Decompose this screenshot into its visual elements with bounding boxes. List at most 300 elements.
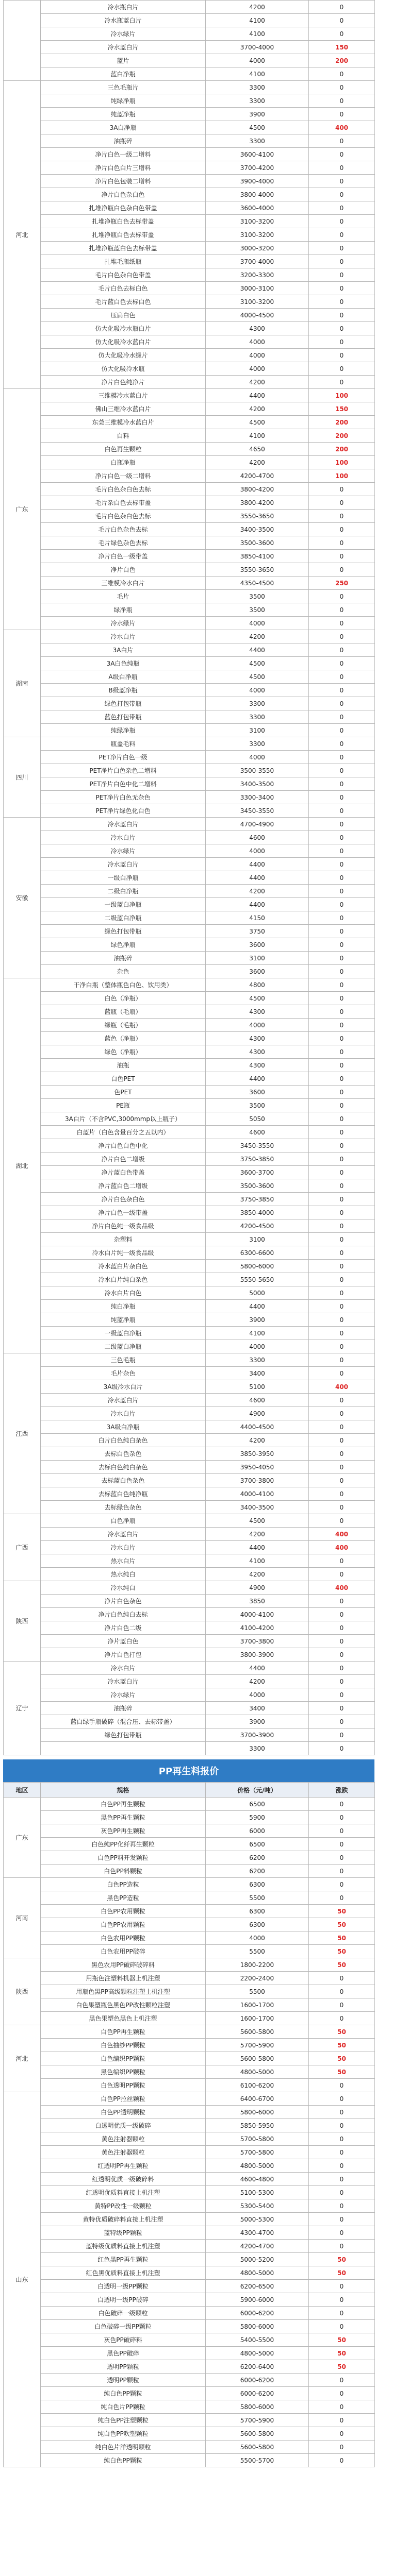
change-cell: 0 <box>309 1045 375 1059</box>
spec-cell: 白蓝片（白色含量百分之五以内） <box>41 1126 206 1139</box>
change-cell: 0 <box>309 1798 375 1811</box>
table-row <box>4 1219 375 1233</box>
price-cell: 3850 <box>206 1595 309 1608</box>
table-row <box>4 1 375 14</box>
spec-cell: 净片白色二增级 <box>41 1153 206 1166</box>
table-row <box>4 94 375 108</box>
table-row <box>4 952 375 965</box>
price-cell: 3550-3650 <box>206 563 309 577</box>
spec-cell: 3A白净瓶 <box>41 121 206 134</box>
spec-cell: PE瓶 <box>41 1099 206 1112</box>
table-row <box>4 1891 375 1905</box>
spec-cell: 红色黑PP再生颗粒 <box>41 2253 206 2266</box>
change-cell: 100 <box>309 469 375 483</box>
price-cell: 3300 <box>206 81 309 94</box>
table-row <box>4 2307 375 2320</box>
price-cell: 4000 <box>206 335 309 349</box>
change-cell: 0 <box>309 804 375 818</box>
spec-cell: 毛片 <box>41 590 206 603</box>
table-row <box>4 2079 375 2092</box>
table-row <box>4 201 375 215</box>
table-row <box>4 1447 375 1461</box>
table-row <box>4 2146 375 2159</box>
price-cell: 5000-5200 <box>206 2253 309 2266</box>
spec-cell: 白色PP拉丝颗粒 <box>41 2092 206 2106</box>
spec-cell: 蓝色（净瓶） <box>41 1032 206 1045</box>
change-cell: 0 <box>309 1608 375 1621</box>
price-cell: 6300 <box>206 1905 309 1918</box>
price-cell: 3950-4050 <box>206 1461 309 1474</box>
spec-cell: 冷水白片 <box>41 630 206 643</box>
table-row <box>4 416 375 429</box>
table-row <box>4 2052 375 2065</box>
price-cell: 6300 <box>206 1918 309 1931</box>
table-row <box>4 1501 375 1514</box>
change-cell: 0 <box>309 710 375 724</box>
spec-cell: 黄特PP改性一级颗粒 <box>41 2199 206 2213</box>
change-cell: 0 <box>309 1233 375 1246</box>
price-cell: 5700-5900 <box>206 2414 309 2427</box>
spec-cell: 三色毛瓶片 <box>41 81 206 94</box>
table-row <box>4 2414 375 2427</box>
change-cell: 0 <box>309 1005 375 1019</box>
spec-cell: 白色透明PP颗粒 <box>41 2079 206 2092</box>
change-cell: 0 <box>309 925 375 938</box>
change-cell: 0 <box>309 898 375 911</box>
table-row <box>4 657 375 670</box>
change-cell: 0 <box>309 496 375 510</box>
change-cell: 0 <box>309 2173 375 2186</box>
spec-cell: A级白净瓶 <box>41 670 206 684</box>
pp-header-row <box>4 1783 375 1798</box>
spec-cell: 毛片杂白色去标带盖 <box>41 496 206 510</box>
table-row <box>4 1394 375 1407</box>
region-cell: 河南 <box>4 1878 41 1958</box>
spec-cell: 冷水白片白色 <box>41 1286 206 1300</box>
change-cell: 50 <box>309 2253 375 2266</box>
change-cell: 0 <box>309 2400 375 2414</box>
spec-cell: 黑色PP造粒 <box>41 1891 206 1905</box>
spec-cell: 扎堆净瓶白色去标带盖 <box>41 215 206 228</box>
price-cell: 4800-5000 <box>206 2159 309 2173</box>
table-row <box>4 2106 375 2119</box>
change-cell: 0 <box>309 1824 375 1838</box>
spec-cell: 毛片白色杂色去标 <box>41 523 206 536</box>
change-cell: 0 <box>309 1394 375 1407</box>
price-cell: 4400 <box>206 643 309 657</box>
change-cell: 0 <box>309 1300 375 1313</box>
table-row <box>4 1865 375 1878</box>
table-row <box>4 362 375 376</box>
price-cell: 3400-3500 <box>206 777 309 791</box>
price-cell: 4200 <box>206 1434 309 1447</box>
spec-cell: 绿净瓶 <box>41 603 206 617</box>
table-row <box>4 1648 375 1662</box>
table-row <box>4 1474 375 1487</box>
spec-cell: 净片白色白片三增料 <box>41 161 206 175</box>
change-cell: 0 <box>309 791 375 804</box>
price-cell: 3700-3800 <box>206 1635 309 1648</box>
spec-cell: 白色纯PP化纤再生颗粒 <box>41 1838 206 1851</box>
price-cell: 4000-4100 <box>206 1608 309 1621</box>
change-cell: 0 <box>309 2240 375 2253</box>
change-cell: 0 <box>309 2387 375 2400</box>
change-cell: 0 <box>309 282 375 295</box>
spec-cell: 去标绿色杂色 <box>41 1501 206 1514</box>
price-cell: 1600-1700 <box>206 1998 309 2012</box>
price-cell: 5600-5800 <box>206 2025 309 2039</box>
table-row <box>4 2253 375 2266</box>
spec-cell: 冷水绿片 <box>41 844 206 858</box>
spec-cell <box>41 1742 206 1755</box>
spec-cell: 纯绿净瓶 <box>41 724 206 737</box>
price-cell: 3300 <box>206 697 309 710</box>
spec-cell: 纯白净瓶 <box>41 1300 206 1313</box>
spec-cell: 油瓶 <box>41 1059 206 1072</box>
table-row <box>4 242 375 255</box>
price-cell: 5800-6000 <box>206 2320 309 2333</box>
table-row <box>4 389 375 402</box>
region-cell: 广东 <box>4 389 41 630</box>
change-cell: 0 <box>309 670 375 684</box>
change-cell: 0 <box>309 1838 375 1851</box>
table-row <box>4 992 375 1005</box>
spec-cell: 纯绿净瓶 <box>41 94 206 108</box>
change-cell: 0 <box>309 2106 375 2119</box>
spec-cell: 绿色净瓶 <box>41 938 206 952</box>
spec-cell: 蓝特级优质料直接上机注塑 <box>41 2240 206 2253</box>
table-row <box>4 710 375 724</box>
price-cell: 3100-3200 <box>206 228 309 242</box>
change-cell: 0 <box>309 1621 375 1635</box>
change-cell: 0 <box>309 590 375 603</box>
table-row <box>4 1461 375 1474</box>
spec-cell: 冷水白片纯白杂色 <box>41 1273 206 1286</box>
table-row <box>4 1045 375 1059</box>
table-row <box>4 402 375 416</box>
pe-price-table <box>3 0 375 1755</box>
price-cell: 3750-3850 <box>206 1153 309 1166</box>
change-cell: 0 <box>309 1086 375 1099</box>
change-cell: 0 <box>309 858 375 871</box>
table-row <box>4 1233 375 1246</box>
spec-cell: 油瓶碎 <box>41 1702 206 1715</box>
spec-cell: 扎堆净瓶白色去标带盖 <box>41 228 206 242</box>
change-cell: 0 <box>309 1273 375 1286</box>
table-row <box>4 121 375 134</box>
spec-cell: 红透明优质料直接上机注塑 <box>41 2186 206 2199</box>
table-row <box>4 1635 375 1648</box>
table-row <box>4 1621 375 1635</box>
price-cell: 3300 <box>206 94 309 108</box>
table-row <box>4 1688 375 1702</box>
price-cell: 5500-5700 <box>206 2454 309 2467</box>
change-cell: 50 <box>309 2347 375 2360</box>
price-cell: 5500 <box>206 1985 309 1998</box>
table-row <box>4 643 375 657</box>
region-cell: 江西 <box>4 1353 41 1514</box>
region-cell <box>4 1 41 81</box>
price-cell: 4000 <box>206 1340 309 1353</box>
spec-cell: 白透明一级PP破碎 <box>41 2293 206 2307</box>
change-cell: 0 <box>309 1434 375 1447</box>
price-cell: 3300-3400 <box>206 791 309 804</box>
spec-cell: 蓝白绿手瓶破碎（混合压、去标带盖） <box>41 1715 206 1728</box>
table-row <box>4 1112 375 1126</box>
change-cell: 0 <box>309 911 375 925</box>
spec-cell: 冷水白片 <box>41 831 206 844</box>
price-cell: 3200-3300 <box>206 268 309 282</box>
table-row <box>4 550 375 563</box>
change-cell: 0 <box>309 1811 375 1824</box>
change-cell: 0 <box>309 1972 375 1985</box>
table-row <box>4 1166 375 1179</box>
price-cell: 4200-4700 <box>206 2240 309 2253</box>
change-cell: 0 <box>309 1648 375 1662</box>
spec-cell: PET净片白色中化二增料 <box>41 777 206 791</box>
price-cell: 4200 <box>206 630 309 643</box>
change-cell: 0 <box>309 2132 375 2146</box>
spec-cell: 杂色 <box>41 965 206 978</box>
table-row <box>4 1327 375 1340</box>
change-cell: 0 <box>309 2119 375 2132</box>
spec-cell: 红色黑优质料直接上机注塑 <box>41 2266 206 2280</box>
change-cell: 150 <box>309 402 375 416</box>
price-cell: 5900-6000 <box>206 2293 309 2307</box>
spec-cell: 灰色PP破碎料 <box>41 2333 206 2347</box>
spec-cell: 白色PP农用颗粒 <box>41 1918 206 1931</box>
price-cell: 5100 <box>206 1380 309 1394</box>
table-row <box>4 148 375 161</box>
table-row <box>4 1905 375 1918</box>
table-row <box>4 188 375 201</box>
price-cell: 4200 <box>206 1 309 14</box>
change-cell: 50 <box>309 2039 375 2052</box>
change-cell: 50 <box>309 1958 375 1972</box>
region-cell: 广东 <box>4 1798 41 1878</box>
spec-cell: 净片蓝白色二增级 <box>41 1179 206 1193</box>
table-row <box>4 764 375 777</box>
change-cell: 0 <box>309 1193 375 1206</box>
spec-cell: 蓝片 <box>41 54 206 67</box>
spec-cell: B级蓝净瓶 <box>41 684 206 697</box>
spec-cell: 冷水绿片 <box>41 1688 206 1702</box>
change-cell: 0 <box>309 1032 375 1045</box>
table-row <box>4 81 375 94</box>
spec-cell: 白色PP农用颗粒 <box>41 1905 206 1918</box>
table-row <box>4 1420 375 1434</box>
table-row <box>4 1380 375 1394</box>
spec-cell: 黑色PP再生颗粒 <box>41 1811 206 1824</box>
change-cell: 0 <box>309 255 375 268</box>
spec-cell: 一级白净瓶 <box>41 871 206 885</box>
table-row <box>4 818 375 831</box>
table-row <box>4 295 375 309</box>
price-cell: 4000 <box>206 54 309 67</box>
price-cell: 4200-4700 <box>206 469 309 483</box>
spec-cell: 仿大化吸冷水瓶白片 <box>41 322 206 335</box>
change-cell: 0 <box>309 1340 375 1353</box>
spec-cell: 纯白色片PP颗粒 <box>41 2400 206 2414</box>
change-cell: 0 <box>309 483 375 496</box>
spec-cell: 冷水纯白 <box>41 1581 206 1595</box>
price-cell: 3500-3600 <box>206 536 309 550</box>
table-row <box>4 108 375 121</box>
spec-cell: 油瓶碎 <box>41 952 206 965</box>
spec-cell: 净片白色一级带盖 <box>41 1206 206 1219</box>
price-cell: 3750-3850 <box>206 1193 309 1206</box>
price-cell: 3700-4200 <box>206 161 309 175</box>
change-cell: 0 <box>309 1260 375 1273</box>
change-cell: 50 <box>309 2360 375 2374</box>
price-cell: 6400-6700 <box>206 2092 309 2106</box>
table-row <box>4 1246 375 1260</box>
table-row <box>4 2387 375 2400</box>
change-cell: 0 <box>309 1206 375 1219</box>
spec-cell: 用瓶色注塑料机器上机注塑 <box>41 1972 206 1985</box>
price-cell: 4600 <box>206 1394 309 1407</box>
table-row <box>4 831 375 844</box>
price-cell: 3600 <box>206 1086 309 1099</box>
table-row <box>4 2347 375 2360</box>
price-cell: 4100 <box>206 14 309 27</box>
change-cell: 0 <box>309 1635 375 1648</box>
spec-cell: 灰色PP再生颗粒 <box>41 1824 206 1838</box>
table-row <box>4 1313 375 1327</box>
spec-cell: 净片白色杂白色 <box>41 188 206 201</box>
price-cell: 3300 <box>206 1742 309 1755</box>
change-cell: 0 <box>309 523 375 536</box>
pp-section-title: PP再生料报价 <box>3 1759 374 1782</box>
price-cell: 4600 <box>206 1126 309 1139</box>
change-cell: 0 <box>309 349 375 362</box>
spec-cell: 净片蓝白色带盖 <box>41 1166 206 1179</box>
spec-cell: 净片白色 <box>41 563 206 577</box>
table-row <box>4 1153 375 1166</box>
change-cell: 50 <box>309 1918 375 1931</box>
change-cell: 0 <box>309 643 375 657</box>
spec-cell: 白色PP料颗粒 <box>41 1865 206 1878</box>
price-cell: 3600 <box>206 965 309 978</box>
spec-cell: 净片白色纯一级食品级 <box>41 1219 206 1233</box>
change-cell: 50 <box>309 2052 375 2065</box>
price-cell: 5900 <box>206 1811 309 1824</box>
price-cell: 6500 <box>206 1798 309 1811</box>
change-cell: 0 <box>309 1099 375 1112</box>
change-cell: 0 <box>309 697 375 710</box>
table-row <box>4 1972 375 1985</box>
change-cell: 0 <box>309 2427 375 2441</box>
price-cell: 4500 <box>206 121 309 134</box>
change-cell: 50 <box>309 2266 375 2280</box>
change-cell: 0 <box>309 1286 375 1300</box>
price-cell: 4600-4800 <box>206 2173 309 2186</box>
price-cell: 5800-6000 <box>206 2400 309 2414</box>
price-cell: 4300-4700 <box>206 2226 309 2240</box>
spec-cell: 去标蓝白色纯净瓶 <box>41 1487 206 1501</box>
spec-cell: 纯蓝净瓶 <box>41 1313 206 1327</box>
spec-cell: 白瓶净瓶 <box>41 456 206 469</box>
table-row <box>4 2427 375 2441</box>
change-cell: 0 <box>309 242 375 255</box>
price-cell: 4800-5000 <box>206 2347 309 2360</box>
change-cell: 0 <box>309 1420 375 1434</box>
price-cell: 4800-5000 <box>206 2266 309 2280</box>
price-cell: 6000-6200 <box>206 2387 309 2400</box>
table-row <box>4 2240 375 2253</box>
spec-cell: 仿大化吸冷水瓶 <box>41 362 206 376</box>
price-cell: 5700-5900 <box>206 2039 309 2052</box>
spec-cell: 蓝特级PP颗粒 <box>41 2226 206 2240</box>
spec-cell: 冷水白片 <box>41 1541 206 1554</box>
price-cell: 5550-5650 <box>206 1273 309 1286</box>
table-row <box>4 1005 375 1019</box>
table-row <box>4 335 375 349</box>
change-cell: 0 <box>309 657 375 670</box>
price-cell: 6200 <box>206 1851 309 1865</box>
spec-cell: 净片白色杂色 <box>41 1595 206 1608</box>
price-cell: 3850-4000 <box>206 1206 309 1219</box>
region-cell: 山东 <box>4 2092 41 2467</box>
table-row <box>4 228 375 242</box>
change-cell: 0 <box>309 335 375 349</box>
table-row <box>4 590 375 603</box>
spec-cell: 冷水蓝白片 <box>41 818 206 831</box>
change-cell: 50 <box>309 2333 375 2347</box>
spec-cell: 热水白片 <box>41 1554 206 1568</box>
change-cell: 0 <box>309 2454 375 2467</box>
price-cell: 3000-3100 <box>206 282 309 295</box>
spec-cell: 白色编织PP颗粒 <box>41 2052 206 2065</box>
price-cell: 4300 <box>206 322 309 335</box>
table-row <box>4 443 375 456</box>
spec-cell: 冷水蓝白片 <box>41 858 206 871</box>
change-cell: 0 <box>309 188 375 201</box>
price-cell: 4400 <box>206 1662 309 1675</box>
price-cell: 3700-3900 <box>206 1728 309 1742</box>
table-row <box>4 536 375 550</box>
table-row <box>4 577 375 590</box>
spec-cell: 白片白色纯白杂色 <box>41 1434 206 1447</box>
spec-cell: 净片白色白色中化 <box>41 1139 206 1153</box>
change-cell: 200 <box>309 416 375 429</box>
header-price: 价格（元/吨） <box>206 1783 309 1798</box>
price-cell: 4100 <box>206 27 309 41</box>
table-row <box>4 670 375 684</box>
price-cell: 4000 <box>206 1931 309 1945</box>
price-cell: 3400 <box>206 1702 309 1715</box>
price-cell: 4000 <box>206 844 309 858</box>
change-cell: 0 <box>309 965 375 978</box>
spec-cell: 毛片绿色杂色去标 <box>41 536 206 550</box>
price-cell: 4000 <box>206 751 309 764</box>
spec-cell: 白色果塑瓶色黑色PP改性颗粒注塑 <box>41 1998 206 2012</box>
change-cell: 0 <box>309 1072 375 1086</box>
price-cell: 3300 <box>206 1353 309 1367</box>
spec-cell: 蓝白净瓶 <box>41 67 206 81</box>
change-cell: 0 <box>309 2159 375 2173</box>
table-row <box>4 1099 375 1112</box>
price-cell: 6300 <box>206 1878 309 1891</box>
price-cell: 5500 <box>206 1891 309 1905</box>
table-row <box>4 1985 375 1998</box>
spec-cell: 白色净瓶 <box>41 1514 206 1528</box>
spec-cell: 冷水蓝白片 <box>41 1394 206 1407</box>
spec-cell: 用瓶色黑PP高级颗粒注塑上机注塑 <box>41 1985 206 1998</box>
price-cell: 4400 <box>206 1300 309 1313</box>
change-cell: 0 <box>309 1715 375 1728</box>
region-cell: 广西 <box>4 1514 41 1581</box>
